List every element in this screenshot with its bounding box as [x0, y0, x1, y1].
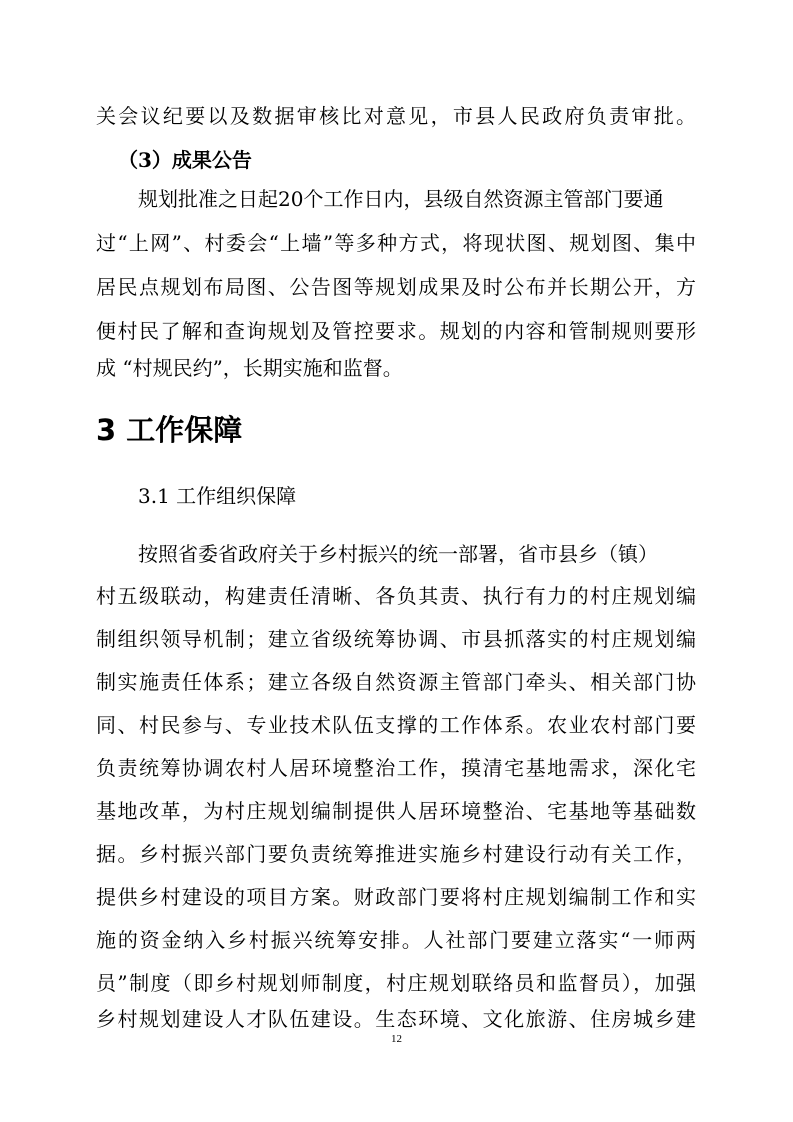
text-line: 关会议纪要以及数据审核比对意见，市县人民政府负责审批。 — [96, 104, 696, 128]
text-line: 过“上网”、村委会“上墙”等多种方式，将现状图、规划图、集中 — [96, 231, 696, 255]
text-line: 规划批准之日起20个工作日内，县级自然资源主管部门要通 — [138, 187, 664, 211]
text-line: 制组织领导机制；建立省级统筹协调、市县抓落实的村庄规划编 — [96, 627, 696, 651]
text-line: 村五级联动，构建责任清晰、各负其责、执行有力的村庄规划编 — [96, 584, 696, 608]
text-line: 施的资金纳入乡村振兴统筹安排。人社部门要建立落实“一师两 — [96, 928, 696, 952]
sub-heading: （3）成果公告 — [118, 148, 252, 172]
page-number: 12 — [391, 1033, 402, 1045]
text-line: 负责统筹协调农村人居环境整治工作，摸清宅基地需求，深化宅 — [96, 756, 696, 780]
subsection-heading: 3.1 工作组织保障 — [138, 484, 297, 508]
text-line: 便村民了解和查询规划及管控要求。规划的内容和管制规则要形 — [96, 319, 696, 343]
text-line: 成 “村规民约”，长期实施和监督。 — [96, 356, 403, 380]
section-heading: 3 工作保障 — [96, 413, 243, 447]
text-line: 按照省委省政府关于乡村振兴的统一部署，省市县乡（镇） — [138, 542, 658, 566]
text-line: 提供乡村建设的项目方案。财政部门要将村庄规划编制工作和实 — [96, 885, 696, 909]
text-line: 据。乡村振兴部门要负责统筹推进实施乡村建设行动有关工作， — [96, 842, 696, 866]
text-line: 制实施责任体系；建立各级自然资源主管部门牵头、相关部门协 — [96, 670, 696, 694]
text-line: 居民点规划布局图、公告图等规划成果及时公布并长期公开，方 — [96, 275, 696, 299]
text-line: 员”制度（即乡村规划师制度，村庄规划联络员和监督员），加强 — [96, 971, 696, 995]
text-line: 乡村规划建设人才队伍建设。生态环境、文化旅游、住房城乡建 — [96, 1007, 696, 1031]
text-line: 基地改革，为村庄规划编制提供人居环境整治、宅基地等基础数 — [96, 799, 696, 823]
text-line: 同、村民参与、专业技术队伍支撑的工作体系。农业农村部门要 — [96, 713, 696, 737]
